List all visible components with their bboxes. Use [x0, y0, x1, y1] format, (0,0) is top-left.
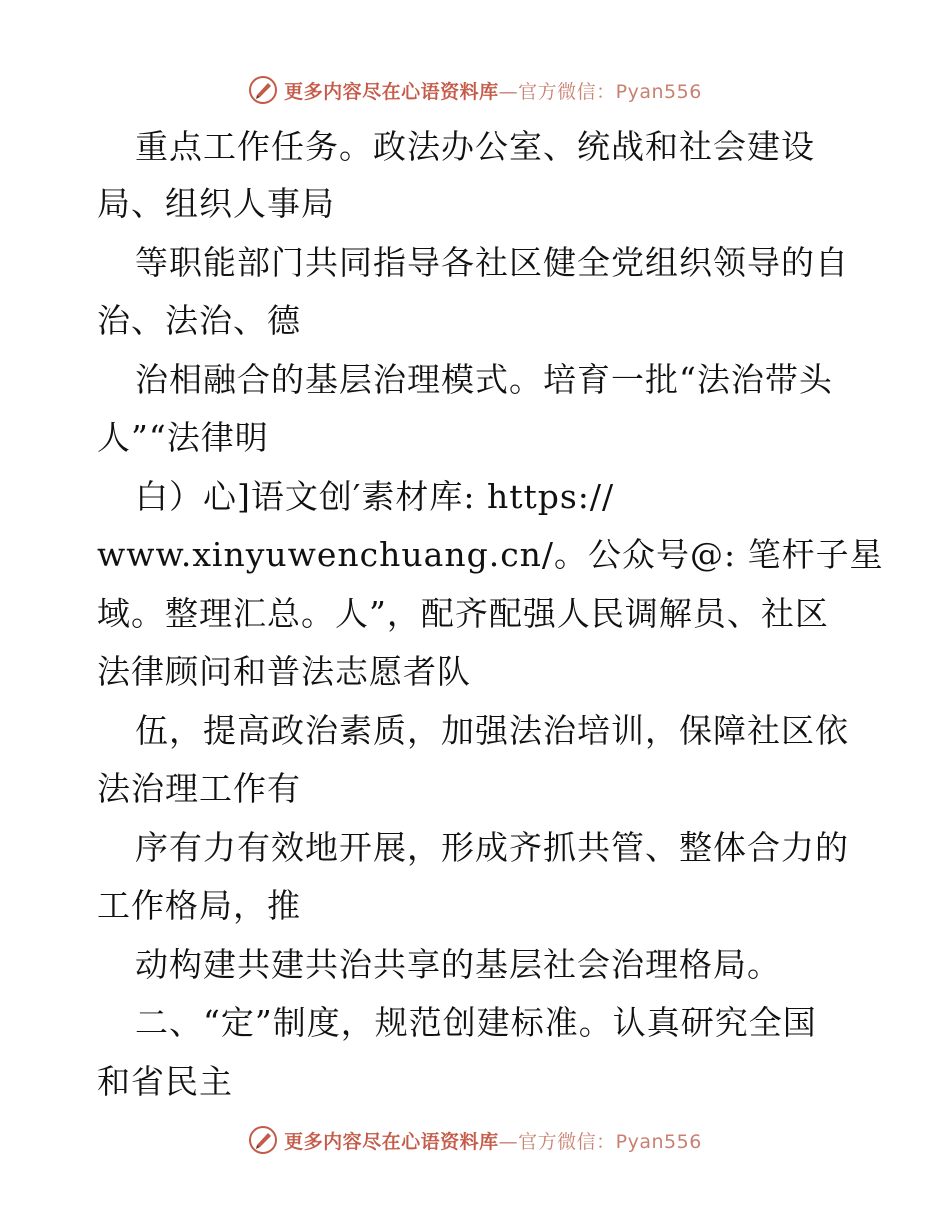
footer-watermark-banner [0, 1120, 950, 1160]
body-line: 等职能部门共同指导各社区健全党组织领导的自 [135, 243, 849, 282]
body-line: 和省民主 [97, 1062, 233, 1101]
header-watermark-banner [0, 70, 950, 110]
body-line: 域。整理汇总。人”，配齐配强人民调解员、社区 [97, 594, 829, 633]
header-banner-tail: —官方微信：Pyan556 [498, 80, 702, 103]
logo-icon [248, 75, 278, 105]
footer-banner-main: 更多内容尽在心语资料库 [284, 1130, 499, 1153]
body-line: 白）心]语文创′素材库: https:// [135, 477, 615, 516]
body-line: 动构建共建共治共享的基层社会治理格局。 [135, 945, 781, 984]
body-line: 治相融合的基层治理模式。培育一批“法治带头 [135, 360, 833, 399]
footer-banner-tail: —官方微信：Pyan556 [498, 1130, 702, 1153]
header-banner-text [284, 77, 702, 104]
header-banner-main: 更多内容尽在心语资料库 [284, 80, 499, 103]
body-line: 法治理工作有 [97, 769, 301, 808]
logo-icon [248, 1125, 278, 1155]
body-line: 治、法治、德 [97, 301, 301, 340]
body-line: 人”“法律明 [97, 418, 269, 457]
body-line: 伍，提高政治素质，加强法治培训，保障社区依 [135, 711, 849, 750]
footer-banner-text [284, 1127, 702, 1154]
body-line: 二、“定”制度，规范创建标准。认真研究全国 [135, 1003, 817, 1042]
body-line: 重点工作任务。政法办公室、统战和社会建设 [135, 127, 815, 166]
body-line: 序有力有效地开展，形成齐抓共管、整体合力的 [135, 828, 849, 867]
body-line: 法律顾问和普法志愿者队 [97, 652, 471, 691]
body-line: www.xinyuwenchuang.cn/。公众号@: 笔杆子星 [97, 535, 884, 574]
body-line: 工作格局，推 [97, 886, 301, 925]
body-line: 局、组织人事局 [97, 184, 335, 223]
